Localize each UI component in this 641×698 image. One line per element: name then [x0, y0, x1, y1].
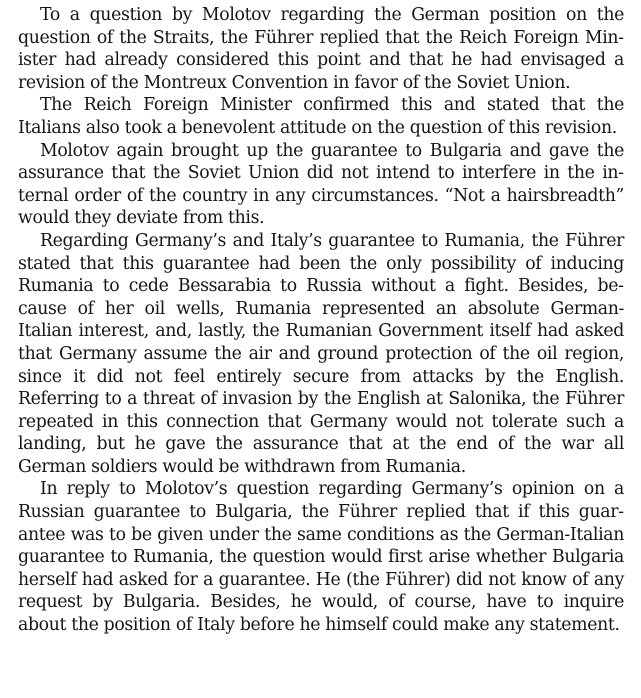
paragraph-russian-guarantee: In reply to Molotov’s question regarding Germany’s opinion on a Russian guarantee to Bulgaria, the Führer replied that if this guarantee was to be given under the same conditions as the German-Italian guarantee to Rumania, the question would first arise whether Bulgaria herself had asked for a guarantee. He (the Führer) did not know of any request by Bulgaria. Besides, he would, of course, have to inquire about the position of Italy before he himself could make any statement.: [18, 479, 624, 636]
document-page: [18, 4, 624, 637]
paragraph-rumania-guarantee: Regarding Germany’s and Italy’s guarantee to Rumania, the Führer stated that this guarantee had been the only possibility of inducing Rumania to cede Bessarabia to Russia without a fight. Besides, because of her oil wells, Rumania represented an absolute German-Italian interest, and, lastly, the Rumanian Government itself had asked that Germany assume the air and ground protection of the oil region, since it did not feel entirely secure from attacks by the English. Referring to a threat of invasion by the English at Salonika, the Führer repeated in this connection that Germany would not tolerate such a landing, but he gave the assurance that at the end of the war all German soldiers would be withdrawn from Rumania.: [18, 230, 624, 477]
paragraph-foreign-minister: The Reich Foreign Minister confirmed this and stated that the Italians also took a benevolent attitude on the question of this revision.: [18, 95, 624, 138]
paragraph-straits: To a question by Molotov regarding the German position on the question of the Straits, the Führer replied that the Reich Foreign Minister had already considered this point and that he had envisaged a revision of the Montreux Convention in favor of the Soviet Union.: [18, 5, 624, 93]
paragraph-bulgaria-guarantee: Molotov again brought up the guarantee to Bulgaria and gave the assurance that the Soviet Union did not intend to interfere in the internal order of the country in any circumstances. “Not a hairsbreadth” would they deviate from this.: [18, 140, 624, 229]
